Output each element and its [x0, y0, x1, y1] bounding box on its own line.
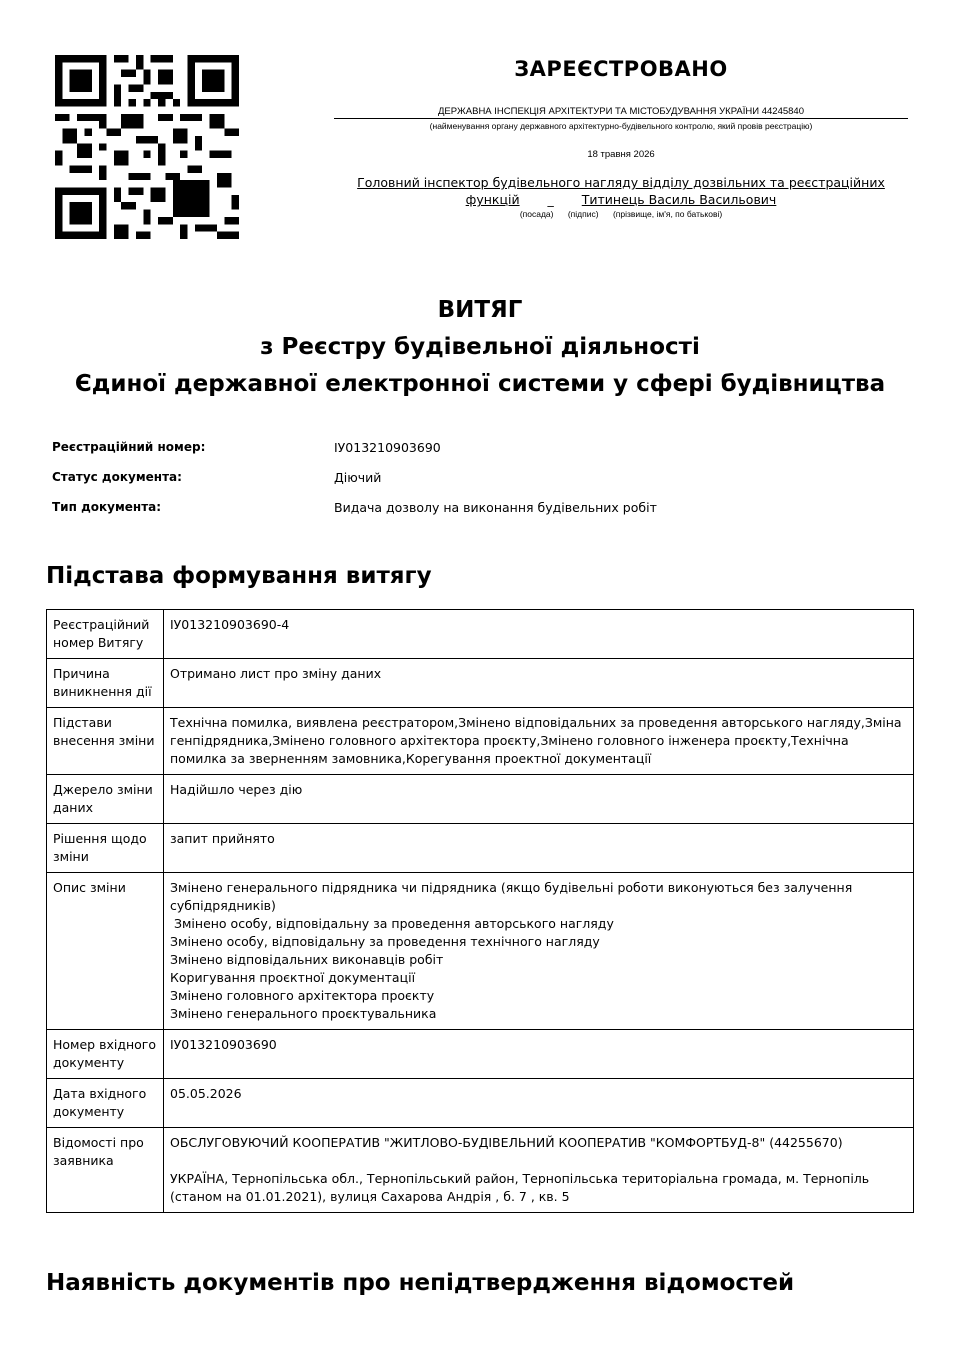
table-row	[47, 1128, 914, 1213]
signature-placeholder: _	[547, 192, 554, 207]
meta-value: IУ013210903690	[334, 440, 441, 455]
title-line-1: ВИТЯГ	[437, 297, 523, 323]
row-value: 05.05.2026	[164, 1079, 914, 1128]
official-name: Титинець Василь Васильович	[581, 192, 777, 207]
meta-row-type	[52, 500, 912, 530]
change-line: Змінено генерального проєктувальника	[170, 1006, 437, 1021]
title-line-2: з Реєстру будівельної діяльності	[260, 334, 700, 360]
row-value: IУ013210903690-4	[164, 610, 914, 659]
row-key: Причина виникнення дії	[47, 659, 164, 708]
row-key: Відомості про заявника	[47, 1128, 164, 1213]
title-line-3: Єдиної державної електронної системи у сфері будівництва	[74, 371, 886, 397]
meta-label: Тип документа:	[52, 500, 162, 514]
meta-value: Діючий	[334, 470, 382, 485]
meta-row-reg-number	[52, 440, 912, 470]
meta-label: Статус документа:	[52, 470, 182, 484]
table-row	[47, 610, 914, 659]
row-key: Підстави внесення зміни	[47, 708, 164, 775]
table-row	[47, 1030, 914, 1079]
row-key: Опис зміни	[47, 873, 164, 1030]
section-heading-basis: Підстава формування витягу	[46, 563, 432, 589]
row-value-list	[164, 873, 914, 1030]
row-value: IУ013210903690	[164, 1030, 914, 1079]
row-value: Отримано лист про зміну даних	[164, 659, 914, 708]
table-row	[47, 873, 914, 1030]
document-title	[0, 292, 960, 403]
official-position	[334, 174, 908, 208]
table-row	[47, 824, 914, 873]
change-line: Змінено головного архітектора проєкту	[170, 988, 435, 1003]
stamp-title: ЗАРЕЄСТРОВАНО	[514, 57, 728, 81]
document-meta	[52, 440, 912, 530]
note-name: (прізвище, ім'я, по батькові)	[612, 209, 723, 219]
registration-date: 18 травня 2026	[587, 149, 655, 160]
change-line: Коригування проєктної документації	[170, 970, 416, 985]
meta-label: Реєстраційний номер:	[52, 440, 206, 454]
table-row	[47, 708, 914, 775]
row-value: Надійшло через дію	[164, 775, 914, 824]
row-key: Реєстраційний номер Витягу	[47, 610, 164, 659]
change-line: Змінено особу, відповідальну за проведення авторського нагляду	[170, 916, 614, 931]
authority-note: (найменування органу державного архітектурно-будівельного контролю, який провів реєстрацію)	[429, 121, 813, 131]
table-row	[47, 659, 914, 708]
basis-table	[46, 609, 914, 1213]
registration-stamp	[334, 55, 908, 219]
change-line: Змінено особу, відповідальну за проведення технічного нагляду	[170, 934, 600, 949]
change-line: Змінено відповідальних виконавців робіт	[170, 952, 444, 967]
table-row	[47, 775, 914, 824]
change-line: Змінено генерального підрядника чи підрядника (якщо будівельні роботи виконуються без залучення субпідрядників)	[170, 880, 853, 913]
row-value-blocks	[164, 1128, 914, 1213]
signature-notes	[334, 209, 908, 219]
row-key: Дата вхідного документу	[47, 1079, 164, 1128]
applicant-address: УКРАЇНА, Тернопільська обл., Тернопільський район, Тернопільська територіальна громада, м. Тернопіль (станом на 01.01.2021), вулиця Сахарова Андрія , б. 7 , кв. 5	[170, 1171, 870, 1204]
qr-code	[55, 55, 239, 239]
row-key: Джерело зміни даних	[47, 775, 164, 824]
authority-name: ДЕРЖАВНА ІНСПЕКЦІЯ АРХІТЕКТУРИ ТА МІСТОБУДУВАННЯ УКРАЇНИ 44245840	[334, 106, 908, 119]
meta-row-status	[52, 470, 912, 500]
table-row	[47, 1079, 914, 1128]
row-key: Номер вхідного документу	[47, 1030, 164, 1079]
note-position: (посада)	[519, 209, 554, 219]
row-value: Технічна помилка, виявлена реєстратором,Змінено відповідальних за проведення авторського нагляду,Зміна генпідрядника,Змінено головного архітектора проєкту,Змінено головного інженера проєкту,Технічна помилка за зверненням замовника,Корегування проектної документації	[164, 708, 914, 775]
applicant-name: ОБСЛУГОВУЮЧИЙ КООПЕРАТИВ "ЖИТЛОВО-БУДІВЕЛЬНИЙ КООПЕРАТИВ "КОМФОРТБУД-8" (44255670)	[170, 1135, 843, 1150]
position-line-1: Головний інспектор будівельного нагляду відділу дозвільних та реєстраційних	[357, 175, 885, 190]
meta-value: Видача дозволу на виконання будівельних робіт	[334, 500, 657, 515]
row-key: Рішення щодо зміни	[47, 824, 164, 873]
position-line-2: функцій	[465, 192, 520, 207]
row-value: запит прийнято	[164, 824, 914, 873]
note-signature: (підпис)	[567, 209, 599, 219]
section-heading-non-confirmation: Наявність документів про непідтвердження відомостей	[46, 1270, 795, 1296]
